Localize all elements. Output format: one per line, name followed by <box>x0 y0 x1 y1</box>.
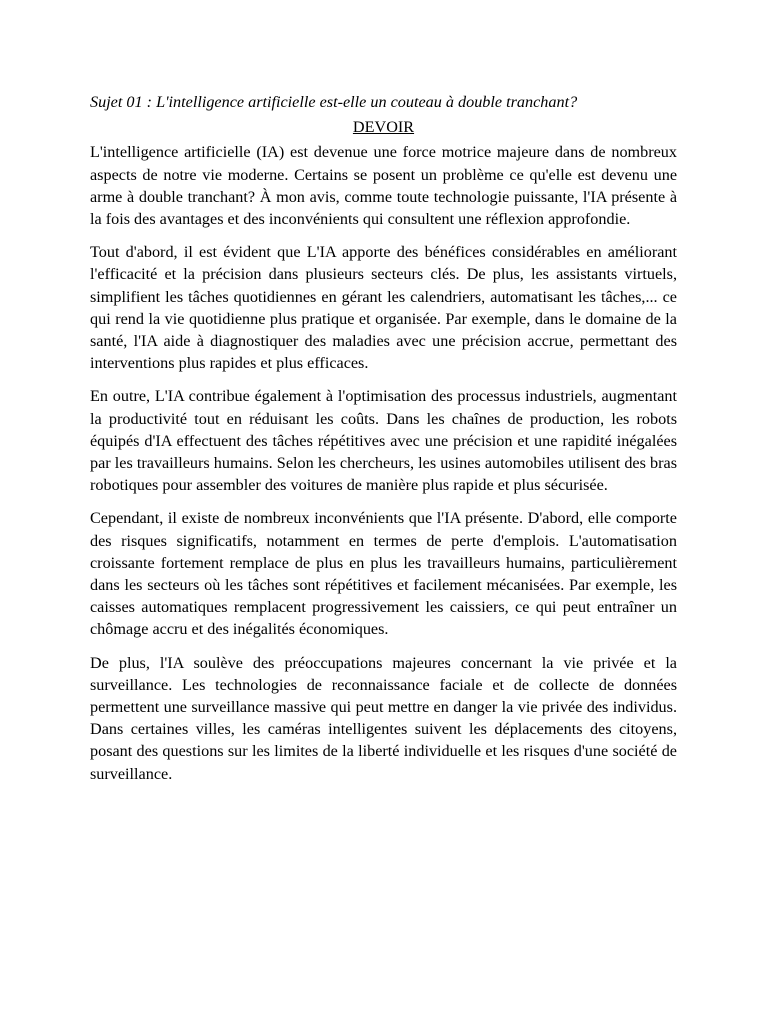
subject-line: Sujet 01 : L'intelligence artificielle est-elle un couteau à double tranchant? <box>90 93 578 111</box>
paragraph-benefits: Tout d'abord, il est évident que L'IA apporte des bénéfices considérables en améliorant l'efficacité et la précision dans plusieurs secteurs clés. De plus, les assistants virtuels, simplifient les tâches quotidiennes en gérant les calendriers, automatisant les tâches,... ce qui rend la vie quotidienne plus pratique et organisée. Par exemple, dans le domaine de la santé, l'IA aide à diagnostiquer des maladies avec une précision accrue, permettant des interventions plus rapides et plus efficaces. <box>90 243 677 373</box>
paragraph-privacy: De plus, l'IA soulève des préoccupations majeures concernant la vie privée et la surveillance. Les technologies de reconnaissance faciale et de collecte de données permettent une surveillance massive qui peut mettre en danger la vie privée des individus. Dans certaines villes, les caméras intelligentes suivent les déplacements des citoyens, posant des questions sur les limites de la liberté individuelle et les risques d'une société de surveillance. <box>90 653 677 783</box>
document-page <box>90 91 677 796</box>
paragraph-industry: En outre, L'IA contribue également à l'optimisation des processus industriels, augmentant la productivité tout en réduisant les coûts. Dans les chaînes de production, les robots équipés d'IA effectuent des tâches répétitives avec une précision et une rapidité inégalées par les travailleurs humains. Selon les chercheurs, les usines automobiles utilisent des bras robotiques pour assembler des voitures de manière plus rapide et plus sécurisée. <box>90 387 677 495</box>
document-heading: DEVOIR <box>352 118 415 137</box>
paragraph-intro: L'intelligence artificielle (IA) est devenue une force motrice majeure dans de nombreux aspects de notre vie moderne. Certains se posent un problème ce qu'elle est devenu une arme à double tranchant? À mon avis, comme toute technologie puissante, l'IA présente à la fois des avantages et des inconvénients qui consultent une réflexion approfondie. <box>90 143 677 229</box>
paragraph-drawbacks: Cependant, il existe de nombreux inconvénients que l'IA présente. D'abord, elle comporte des risques significatifs, notamment en termes de perte d'emplois. L'automatisation croissante fortement remplace de plus en plus les travailleurs humains, particulièrement dans les secteurs où les tâches sont répétitives et facilement mécanisées. Par exemple, les caisses automatiques remplacent progressivement les caissiers, ce qui peut entraîner un chômage accru et des inégalités économiques. <box>90 509 677 639</box>
